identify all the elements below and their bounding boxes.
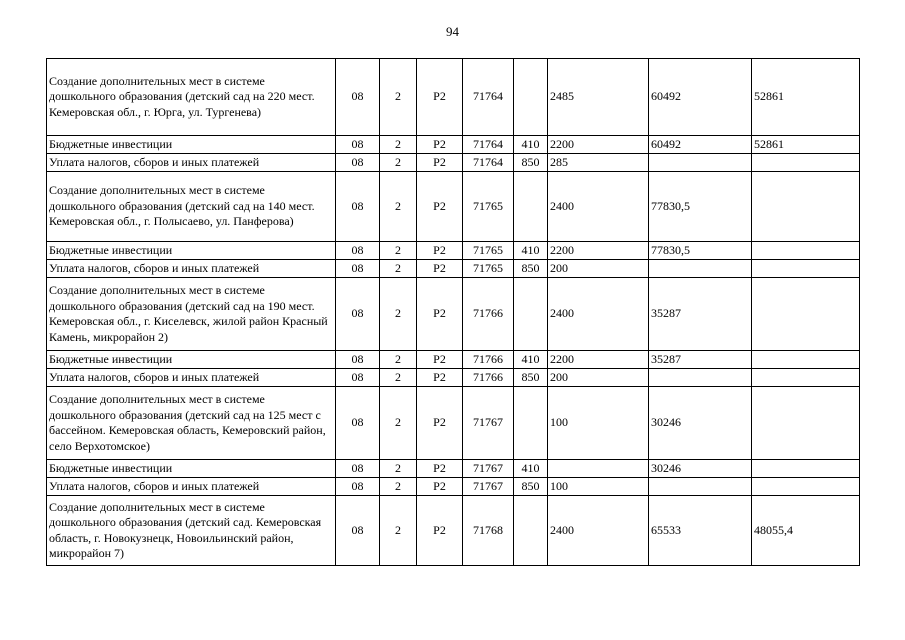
cell-amount-year2 (752, 460, 860, 478)
cell-subsection: 2 (380, 478, 417, 496)
cell-program: P2 (417, 136, 463, 154)
cell-section: 08 (336, 260, 380, 278)
table-row (47, 242, 860, 260)
cell-section: 08 (336, 136, 380, 154)
cell-name: Создание дополнительных мест в системе дошкольного образования (детский сад. Кемеровская область, г. Новокузнецк, Новоильинский район, микрорайон 7) (47, 496, 336, 566)
cell-target-code: 71766 (463, 278, 514, 351)
table-row (47, 351, 860, 369)
cell-program: P2 (417, 59, 463, 136)
cell-subsection: 2 (380, 154, 417, 172)
cell-target-code: 71767 (463, 460, 514, 478)
cell-subsection: 2 (380, 136, 417, 154)
cell-amount-year2 (752, 369, 860, 387)
cell-section: 08 (336, 369, 380, 387)
cell-amount-current: 2400 (548, 278, 649, 351)
cell-amount-year2 (752, 242, 860, 260)
cell-program: P2 (417, 387, 463, 460)
cell-target-code: 71767 (463, 387, 514, 460)
cell-amount-year2: 48055,4 (752, 496, 860, 566)
cell-amount-year1: 30246 (649, 460, 752, 478)
table-row (47, 496, 860, 566)
cell-amount-year2 (752, 387, 860, 460)
cell-amount-year2 (752, 351, 860, 369)
cell-expense-type (514, 59, 548, 136)
cell-subsection: 2 (380, 351, 417, 369)
cell-expense-type (514, 172, 548, 242)
cell-program: P2 (417, 260, 463, 278)
table-row (47, 460, 860, 478)
cell-target-code: 71765 (463, 172, 514, 242)
table-row (47, 154, 860, 172)
cell-target-code: 71765 (463, 260, 514, 278)
cell-section: 08 (336, 278, 380, 351)
table-row (47, 59, 860, 136)
cell-target-code: 71766 (463, 351, 514, 369)
cell-program: P2 (417, 242, 463, 260)
cell-amount-year2 (752, 260, 860, 278)
cell-section: 08 (336, 460, 380, 478)
cell-amount-year1 (649, 369, 752, 387)
cell-name: Бюджетные инвестиции (47, 242, 336, 260)
cell-amount-year1 (649, 154, 752, 172)
cell-section: 08 (336, 59, 380, 136)
cell-amount-year2 (752, 278, 860, 351)
cell-subsection: 2 (380, 496, 417, 566)
cell-expense-type (514, 278, 548, 351)
cell-section: 08 (336, 172, 380, 242)
cell-subsection: 2 (380, 387, 417, 460)
cell-subsection: 2 (380, 172, 417, 242)
cell-amount-current: 2200 (548, 351, 649, 369)
cell-amount-year2 (752, 154, 860, 172)
table-row (47, 478, 860, 496)
cell-section: 08 (336, 478, 380, 496)
table-body (47, 59, 860, 566)
table-row (47, 278, 860, 351)
cell-expense-type (514, 387, 548, 460)
cell-subsection: 2 (380, 59, 417, 136)
cell-expense-type (514, 496, 548, 566)
cell-amount-current: 2400 (548, 496, 649, 566)
cell-program: P2 (417, 478, 463, 496)
cell-program: P2 (417, 172, 463, 242)
cell-subsection: 2 (380, 242, 417, 260)
table-row (47, 172, 860, 242)
cell-amount-current: 2400 (548, 172, 649, 242)
cell-section: 08 (336, 387, 380, 460)
cell-amount-year1: 77830,5 (649, 172, 752, 242)
cell-amount-year2 (752, 478, 860, 496)
cell-name: Уплата налогов, сборов и иных платежей (47, 260, 336, 278)
cell-amount-year1: 77830,5 (649, 242, 752, 260)
cell-program: P2 (417, 496, 463, 566)
cell-amount-current: 100 (548, 387, 649, 460)
cell-amount-year1: 60492 (649, 59, 752, 136)
cell-program: P2 (417, 369, 463, 387)
cell-program: P2 (417, 351, 463, 369)
cell-name: Уплата налогов, сборов и иных платежей (47, 369, 336, 387)
cell-program: P2 (417, 278, 463, 351)
cell-amount-year1: 30246 (649, 387, 752, 460)
cell-name: Создание дополнительных мест в системе дошкольного образования (детский сад на 125 мест с бассейном. Кемеровская область, Кемеровский район, село Верхотомское) (47, 387, 336, 460)
cell-amount-current: 200 (548, 260, 649, 278)
cell-amount-current: 2485 (548, 59, 649, 136)
cell-expense-type: 850 (514, 154, 548, 172)
cell-amount-year1: 65533 (649, 496, 752, 566)
table-row (47, 387, 860, 460)
cell-subsection: 2 (380, 278, 417, 351)
cell-expense-type: 410 (514, 242, 548, 260)
cell-name: Создание дополнительных мест в системе дошкольного образования (детский сад на 220 мест. Кемеровская обл., г. Юрга, ул. Тургенева) (47, 59, 336, 136)
cell-target-code: 71768 (463, 496, 514, 566)
cell-expense-type: 850 (514, 478, 548, 496)
cell-name: Бюджетные инвестиции (47, 136, 336, 154)
cell-amount-current: 285 (548, 154, 649, 172)
cell-subsection: 2 (380, 460, 417, 478)
cell-expense-type: 410 (514, 351, 548, 369)
cell-section: 08 (336, 496, 380, 566)
cell-subsection: 2 (380, 369, 417, 387)
table-row (47, 260, 860, 278)
cell-amount-year1 (649, 260, 752, 278)
cell-amount-current: 100 (548, 478, 649, 496)
cell-target-code: 71764 (463, 154, 514, 172)
cell-amount-year2: 52861 (752, 136, 860, 154)
cell-amount-year1: 35287 (649, 351, 752, 369)
cell-program: P2 (417, 460, 463, 478)
cell-name: Уплата налогов, сборов и иных платежей (47, 154, 336, 172)
page-number: 94 (446, 24, 459, 39)
cell-amount-year2: 52861 (752, 59, 860, 136)
cell-target-code: 71765 (463, 242, 514, 260)
cell-amount-current: 2200 (548, 136, 649, 154)
cell-name: Бюджетные инвестиции (47, 460, 336, 478)
table-row (47, 136, 860, 154)
cell-amount-current (548, 460, 649, 478)
cell-target-code: 71767 (463, 478, 514, 496)
cell-expense-type: 410 (514, 136, 548, 154)
cell-name: Бюджетные инвестиции (47, 351, 336, 369)
cell-amount-current: 200 (548, 369, 649, 387)
cell-amount-current: 2200 (548, 242, 649, 260)
cell-amount-year2 (752, 172, 860, 242)
cell-name: Уплата налогов, сборов и иных платежей (47, 478, 336, 496)
cell-target-code: 71764 (463, 136, 514, 154)
cell-section: 08 (336, 351, 380, 369)
cell-section: 08 (336, 154, 380, 172)
cell-subsection: 2 (380, 260, 417, 278)
cell-section: 08 (336, 242, 380, 260)
cell-target-code: 71766 (463, 369, 514, 387)
cell-name: Создание дополнительных мест в системе дошкольного образования (детский сад на 190 мест. Кемеровская обл., г. Киселевск, жилой район Красный Камень, микрорайон 2) (47, 278, 336, 351)
cell-expense-type: 850 (514, 369, 548, 387)
cell-amount-year1 (649, 478, 752, 496)
cell-amount-year1: 60492 (649, 136, 752, 154)
cell-expense-type: 850 (514, 260, 548, 278)
cell-target-code: 71764 (463, 59, 514, 136)
table-row (47, 369, 860, 387)
cell-name: Создание дополнительных мест в системе дошкольного образования (детский сад на 140 мест. Кемеровская обл., г. Полысаево, ул. Панферова) (47, 172, 336, 242)
budget-table (46, 58, 860, 566)
cell-amount-year1: 35287 (649, 278, 752, 351)
cell-program: P2 (417, 154, 463, 172)
cell-expense-type: 410 (514, 460, 548, 478)
